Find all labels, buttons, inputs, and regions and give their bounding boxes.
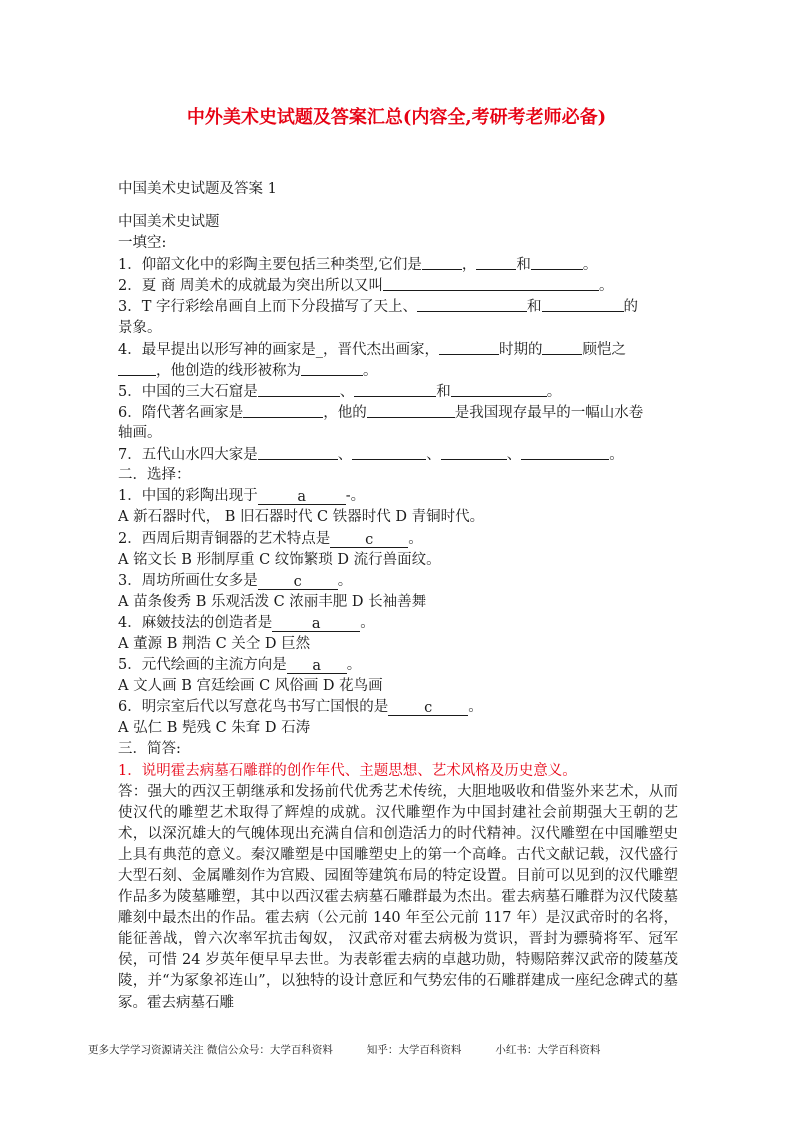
choice-options-3: A 苗条俊秀 B 乐观活泼 C 浓丽丰肥 D 长袖善舞 <box>118 593 427 610</box>
footer-xiaohongshu: 小红书：大学百科资料 <box>495 1044 601 1056</box>
answer-blank <box>258 444 338 460</box>
document-title: 中外美术史试题及答案汇总(内容全,考研考老师必备) <box>186 107 607 128</box>
answer-blank <box>354 381 436 397</box>
answer-blank <box>258 381 340 397</box>
fill-question-6-cont: 轴画。 <box>118 425 162 442</box>
page-footer <box>88 1042 708 1057</box>
answer-blank <box>367 402 455 418</box>
answer-blank: c <box>388 700 468 716</box>
short-answer-question-1: 1．说明霍去病墓石雕群的创作年代、主题思想、艺术风格及历史意义。 <box>118 762 577 779</box>
answer-blank <box>243 402 323 418</box>
fill-question-2: 2．夏 商 周美术的成就最为突出所以又叫 。 <box>118 275 678 296</box>
choice-question-6: 6．明宗室后代以写意花鸟书写亡国恨的是 c 。 <box>118 699 483 717</box>
fill-question-4: 4．最早提出以形写神的画家是_，晋代杰出画家， 时期的 顾恺之 <box>118 339 678 360</box>
choice-options-4: A 董源 B 荆浩 C 关仝 D 巨然 <box>118 635 311 652</box>
fill-question-1: 1．仰韶文化中的彩陶主要包括三种类型,它们是 ， 和 。 <box>118 254 678 275</box>
short-answer-heading: 三．简答: <box>118 741 181 758</box>
answer-blank <box>383 275 599 291</box>
choice-question-5: 5．元代绘画的主流方向是 a 。 <box>118 657 362 675</box>
answer-blank: a <box>258 489 346 505</box>
choice-question-3: 3．周坊所画仕女多是 c 。 <box>118 572 353 590</box>
choice-heading: 二．选择： <box>118 467 191 484</box>
choice-options-5: A 文人画 B 宫廷绘画 C 风俗画 D 花鸟画 <box>118 678 383 695</box>
answer-blank: c <box>330 532 408 548</box>
fill-question-5: 5．中国的三大石窟是 、 和 。 <box>118 381 678 402</box>
section-title: 中国美术史试题及答案 1 <box>118 181 277 197</box>
fill-heading: 一填空: <box>118 235 167 252</box>
answer-blank: a <box>287 658 347 674</box>
document-body <box>118 179 678 1014</box>
answer-blank <box>441 444 507 460</box>
answer-blank <box>439 339 499 355</box>
answer-blank <box>352 444 426 460</box>
answer-blank <box>531 254 583 270</box>
answer-blank <box>521 444 609 460</box>
answer-blank <box>118 360 156 376</box>
fill-question-6: 6．隋代著名画家是 ，他的 是我国现存最早的一幅山水卷 <box>118 402 678 423</box>
fill-question-3-cont: 景象。 <box>118 319 162 336</box>
choice-options-1: A 新石器时代， B 旧石器时代 C 铁器时代 D 青铜时代。 <box>118 509 485 526</box>
footer-wechat: 更多大学学习资源请关注 微信公众号：大学百科资料 <box>88 1044 333 1056</box>
choice-question-1: 1．中国的彩陶出现于 a -。 <box>118 488 366 506</box>
answer-paragraph: 答：强大的西汉王朝继承和发扬前代优秀艺术传统，大胆地吸收和借鉴外来艺术，从而使汉代的雕塑艺术取得了辉煌的成就。汉代雕塑作为中国封建社会前期强大王朝的艺术，以深沉雄大的气魄体现出充满自信和创造活力的时代精神。汉代雕塑在中国雕塑史上具有典范的意义。秦汉雕塑是中国雕塑史上的第一个高峰。古代文献记载，汉代盛行大型石刻、金属雕刻作为宫殿、园囿等建筑布局的特定设置。目前可以见到的汉代雕塑作品多为陵墓雕塑，其中以西汉霍去病墓石雕群最为杰出。霍去病墓石雕群为汉代陵墓雕刻中最杰出的作品。霍去病（公元前 140 年至公元前 117 年）是汉武帝时的名将，能征善战，曾六次率军抗击匈奴， 汉武帝对霍去病极为赏识，晋封为骠骑将军、冠军侯，可惜 24 岁英年便早早去世。为表彰霍去病的卓越功勋，特赐陪葬汉武帝的陵墓茂陵，并“为冢象祁连山”，以独特的设计意匠和气势宏伟的石雕群建成一座纪念碑式的墓冢。霍去病墓石雕 <box>118 783 678 1011</box>
choice-options-2: A 铭文长 B 形制厚重 C 纹饰繁琐 D 流行兽面纹。 <box>118 551 441 568</box>
answer-blank <box>417 296 527 312</box>
answer-blank: a <box>272 616 360 632</box>
answer-blank <box>476 254 516 270</box>
choice-question-2: 2．西周后期青铜器的艺术特点是 c 。 <box>118 530 423 548</box>
answer-blank <box>451 381 547 397</box>
fill-question-7: 7．五代山水四大家是 、 、 、 。 <box>118 444 678 465</box>
choice-question-4: 4．麻皴技法的创造者是 a 。 <box>118 614 375 632</box>
footer-zhihu: 知乎：大学百科资料 <box>366 1044 462 1056</box>
answer-blank: c <box>258 574 338 590</box>
choice-options-6: A 弘仁 B 髡残 C 朱耷 D 石涛 <box>118 720 311 737</box>
answer-blank <box>301 360 363 376</box>
fill-question-3: 3．T 字行彩绘帛画自上而下分段描写了天上、 和 的 <box>118 296 678 317</box>
answer-blank <box>422 254 462 270</box>
sub-title: 中国美术史试题 <box>118 214 220 231</box>
fill-question-4-cont: ，他创造的线形被称为 。 <box>118 360 678 381</box>
answer-blank <box>542 339 582 355</box>
answer-blank <box>542 296 624 312</box>
